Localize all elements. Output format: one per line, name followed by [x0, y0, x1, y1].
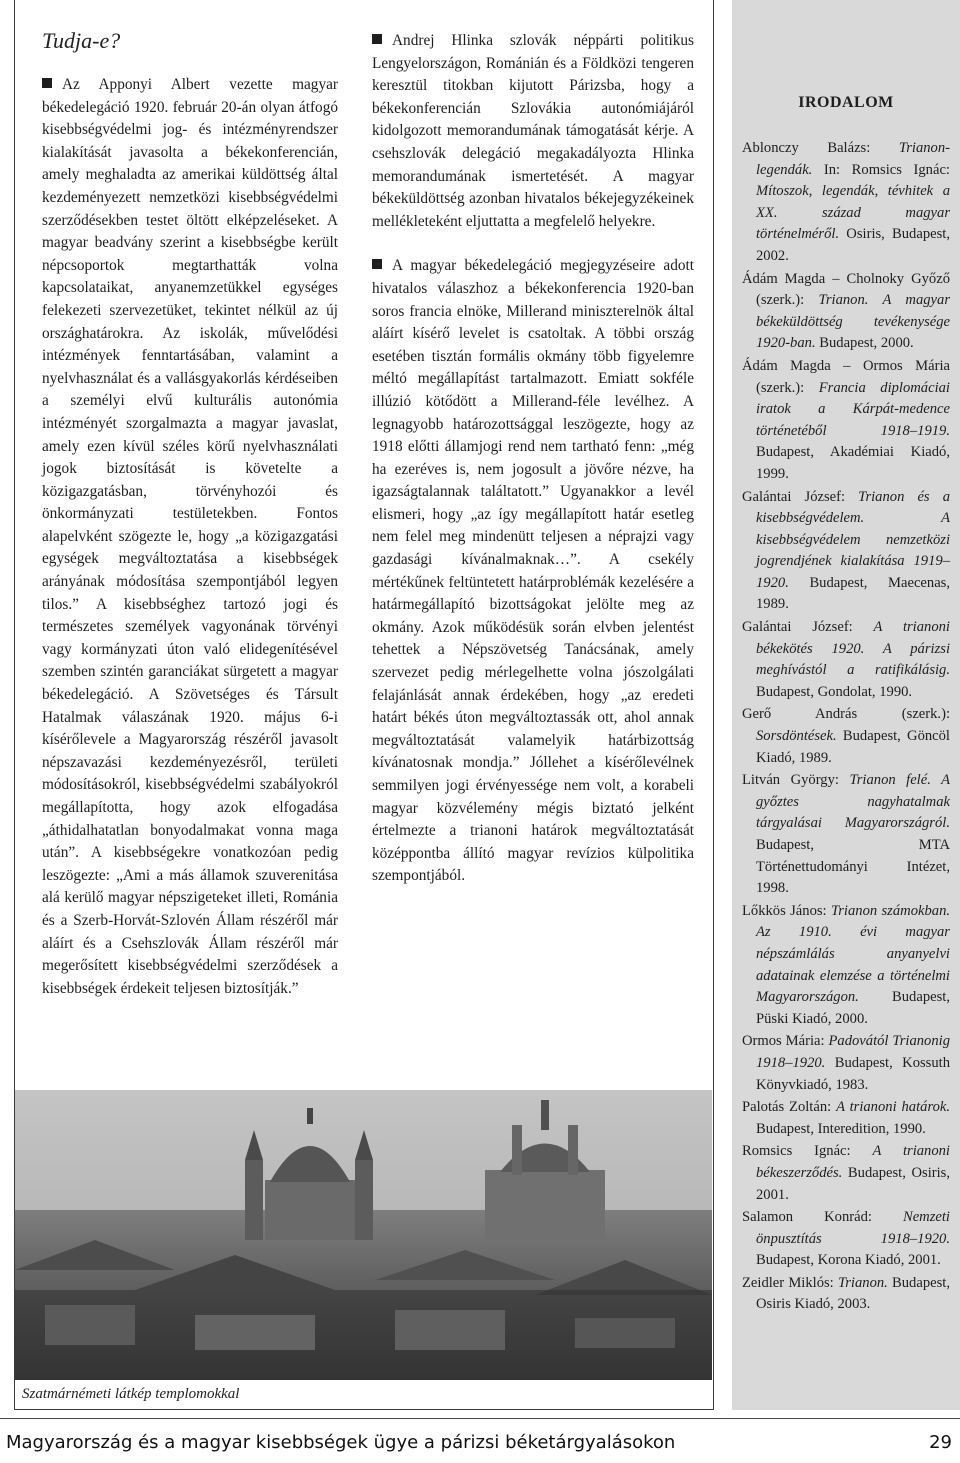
reference-item — [742, 901, 950, 1031]
section-title: Tudja-e? — [42, 28, 121, 53]
square-bullet-icon — [372, 34, 382, 44]
reference-text: Budapest, Akadémiai Kiadó, 1999. — [756, 444, 950, 482]
reference-text: Litván György: — [742, 772, 850, 789]
reference-text: Budapest, MTA Történettudományi Intézet, 1998. — [756, 837, 950, 897]
reference-item — [742, 770, 950, 900]
reference-text: Ádám Magda – Cholnoky Győző (szerk.): — [742, 270, 950, 309]
city-photo — [15, 1090, 712, 1380]
reference-item — [742, 1141, 950, 1206]
sidebar-title: IRODALOM — [798, 94, 894, 111]
paragraph-apponyi: Az Apponyi Albert vezette magyar békedelegáció 1920. február 20-án olyan átfogó kisebbségvédelmi jog- és intézményrendszer kialakítását javasolta a békekonferencián, amely meghaladta az amerikai küldöttség által kezdeményezett nemzetközi kisebbségvédelmi szerződésekben testet öltött elképzeléseket. A magyar beadvány szerint a kisebbségbe került népcsoportok megtarthatták volna kapcsolataikat, anyanemzetükkel egységes felekezeti szervezetüket, tekintet nélkül az új országhatárokra. Az iskolák, művelődési intézmények fenntartásában, valamint a nyelvhasználat és a vallásgyakorlás kérdéseiben a személyi elvű kulturális autonómia intézményét szorgalmazta a magyar javaslat, amely ezen kívül széles körű nyelvhasználati jogok biztosítását is követelte a közigazgatásban, törvényhozói és önkormányzati testületekben. Fontos alapelvként szögezte le, hogy „a közigazgatási egységek megváltoztatása a kisebbségek arányának módosítása szempontjából legyen tilos.” A kisebbséghez tartozó jogi és természetes személyek vagyonának törvényi vagy kormányzati úton való elidegenítésével szemben szintén garanciákat sürgetett a magyar békedelegáció. A Szövetséges és Társult Hatalmak válaszának 1920. május 6-i kísérőlevele a Magyarország részéről javasolt népszavazási kezdeményezésről, területi módosításokról, kisebbségvédelmi szabályokról megállapította, hogy azok elfogadása „áthidalhatatlan bonyodalmakat vonna maga után”. A kisebbségekre vonatkozóan pedig leszögezte: „Ami a más államok szuverenitása alá kerülő magyar népszigeteket illeti, Románia és a Szerb-Horvát-Szlovén Állam részéről már aláírt és a Csehszlovák Állam részéről már megerősített kisebbségvédelmi szerződések a kisebbségek érdekeit teljesen biztosítják.” — [42, 76, 338, 997]
reference-text: Romsics Ignác: — [742, 1143, 873, 1160]
column-left — [42, 74, 338, 1000]
reference-text: Budapest, Kossuth Könyvkiadó, 1983. — [756, 1054, 950, 1093]
reference-text: Palotás Zoltán: — [742, 1099, 837, 1116]
reference-text: Budapest, Korona Kiadó, 2001. — [756, 1252, 941, 1269]
cityscape-illustration — [15, 1090, 712, 1380]
footer-divider — [0, 1418, 960, 1419]
running-title: Magyarország és a magyar kisebbségek ügye a párizsi béketárgyalásokon — [6, 1432, 676, 1453]
reference-title: Padovától Trianonig 1918–1920. — [756, 1033, 950, 1071]
reference-text: Budapest, 2000. — [815, 335, 914, 352]
reference-text: Salamon Konrád: — [742, 1209, 903, 1226]
reference-text: Galántai József: — [742, 619, 874, 636]
reference-title: A trianoni békekötés 1920. A párizsi meghívástól a ratifikálásig. — [756, 619, 950, 679]
reference-title: Trianon. — [837, 1274, 888, 1291]
reference-item — [742, 1207, 950, 1272]
paragraph-hlinka: Andrej Hlinka szlovák néppárti politikus Lengyelországon, Románián és a Földközi tengeren keresztül titokban kijutott Párizsba, hogy a békekonferencián Szlovákia autonómiájáról kidolgozott memorandumának támogatását kérje. A csehszlovák delegáció megakadályozta Hlinka memorandumának ismertetését. A magyar békeküldöttség azonban hivatalos békejegyzékeinek mellékleteként eljuttatta a megfelelő helyekre. — [372, 32, 694, 230]
reference-text: Ormos Mária: — [742, 1033, 829, 1050]
reference-item — [742, 1031, 950, 1096]
reference-title: Trianon. A magyar békeküldöttség tevékenysége 1920-ban. — [756, 292, 950, 352]
column-right — [372, 30, 694, 888]
paragraph-millerand: A magyar békedelegáció megjegyzéseire adott hivatalos válaszhoz a békekonferencia 1920-ban soros francia elnöke, Millerand miniszterelnök által aláírt kísérő levelet is csatoltak. A többi ország esetében tisztán formális okmány több figyelemre méltó megállapítást tartalmazott. Emiatt sokféle illúzió kötődött a Millerand-féle levélhez. A legnagyobb határozottsággal leszögezte, hogy az 1918 előtti államjogi rend nem tartható fenn: „még ha ezeréves is, nem jogosult a jövőre nézve, ha igazságtalannak találtatott.” Ugyanakkor a levél elismeri, hogy „az így megállapított határ esetleg nem felel meg mindenütt teljesen a néprajzi vagy gazdasági kívánalmaknak…”. A csekély mértékűnek feltüntetett határproblémák kezelésére a határmegállapító bizottságokat jelölte meg az okmány. Azok működésük során elvben jelentést tehettek a Népszövetség Tanácsának, amely szervezet pedig mérlegelhette volna jószolgálati felajánlását annak érdekében, hogy „az eredeti határt békés úton megváltoztassák ott, ahol annak megváltoztatását valamelyik határbizottság kívánatosnak mondja.” Jóllehet a kísérőlevélnek semmilyen jogi érvényessége nem volt, a korabeli magyar közvélemény mégis biztató jelként értelmezte a trianoni határok megváltoztatását középpontba állító magyar revízios külpolitika szempontjából. — [372, 257, 694, 885]
reference-item — [742, 138, 950, 268]
reference-item — [742, 1273, 950, 1316]
reference-text: Lőkkös János: — [742, 902, 831, 919]
reference-title: Trianon és a kisebbségvédelem. A kisebbségvédelem nemzetközi jogrendjének kialakítása 1919–1920. — [756, 488, 950, 591]
page-number: 29 — [929, 1432, 952, 1453]
reference-item — [742, 617, 950, 703]
reference-title: Francia diplomáciai iratok a Kárpát-medence történetéből 1918–1919. — [756, 379, 950, 439]
page-footer — [0, 1432, 960, 1462]
photo-caption: Szatmárnémeti látkép templomokkal — [22, 1386, 240, 1402]
reference-text: Zeidler Miklós: — [742, 1274, 838, 1291]
reference-item — [742, 704, 950, 769]
square-bullet-icon — [372, 259, 382, 269]
reference-title: A trianoni békeszerződés. — [756, 1143, 950, 1181]
reference-item — [742, 356, 950, 486]
reference-text: Budapest, Osiris Kiadó, 2003. — [756, 1274, 950, 1313]
reference-text: In: Romsics Ignác: — [812, 161, 950, 178]
reference-title: A trianoni határok. — [836, 1099, 950, 1116]
reference-text: Ablonczy Balázs: — [742, 140, 899, 156]
reference-text: Budapest, Göncöl Kiadó, 1989. — [756, 728, 950, 766]
bibliography-sidebar — [732, 0, 960, 1410]
reference-item — [742, 487, 950, 617]
reference-title: Trianon-legendák. — [756, 140, 950, 178]
reference-text: Osiris, Budapest, 2002. — [756, 226, 950, 264]
reference-text: Budapest, Maecenas, 1989. — [756, 574, 950, 613]
reference-text: Budapest, Gondolat, 1990. — [756, 683, 913, 700]
reference-text: Ádám Magda – Ormos Mária (szerk.): — [742, 357, 950, 396]
reference-item — [742, 1097, 950, 1140]
reference-item — [742, 269, 950, 355]
reference-text: Budapest, Püski Kiadó, 2000. — [756, 989, 950, 1027]
reference-title: Trianon számokban. Az 1910. évi magyar népszámlálás anyanyelvi adatainak elemzése a történelmi Magyarországon. — [756, 902, 951, 1006]
reference-text: Budapest, Interedition, 1990. — [756, 1120, 926, 1137]
reference-list — [742, 138, 950, 1317]
reference-text: Budapest, Osiris, 2001. — [756, 1164, 950, 1203]
square-bullet-icon — [42, 78, 52, 88]
reference-title: Trianon felé. A győztes nagyhatalmak tárgyalásai Magyarországról. — [756, 772, 950, 832]
reference-text: Gerő András (szerk.): — [742, 706, 950, 723]
reference-title: Mítoszok, legendák, tévhitek a XX. század magyar történelméről. — [756, 183, 950, 243]
reference-text: Galántai József: — [742, 488, 859, 505]
reference-title: Nemzeti önpusztítás 1918–1920. — [756, 1209, 950, 1247]
reference-title: Sorsdöntések. — [756, 728, 837, 745]
